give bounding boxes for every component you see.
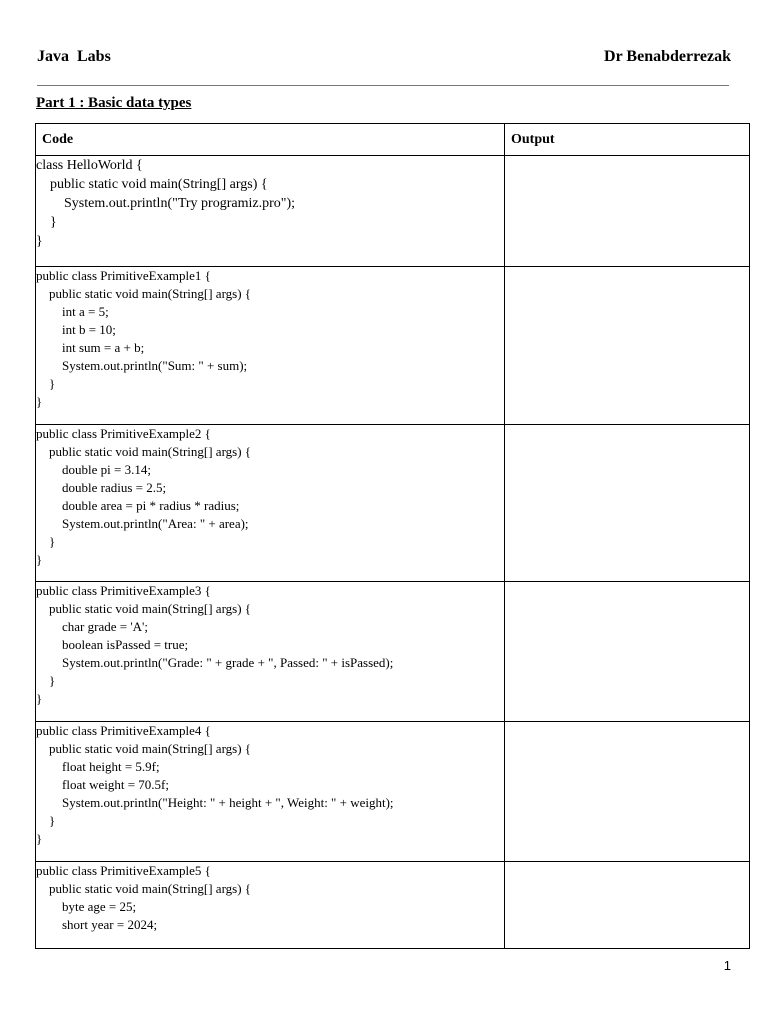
code-line: double pi = 3.14; <box>36 462 151 477</box>
code-line: public static void main(String[] args) { <box>36 601 252 616</box>
code-cell <box>36 425 505 582</box>
code-line: float height = 5.9f; <box>36 759 160 774</box>
table-header-row <box>36 124 750 156</box>
code-line: } <box>36 691 43 706</box>
table-row <box>36 862 750 949</box>
code-line: } <box>36 215 57 230</box>
table-row <box>36 156 750 267</box>
code-line: public class PrimitiveExample3 { <box>36 583 211 598</box>
code-cell <box>36 267 505 425</box>
header-course-title: Java Labs <box>37 48 111 65</box>
code-cell <box>36 722 505 862</box>
output-cell <box>505 582 750 722</box>
code-line: double radius = 2.5; <box>36 480 167 495</box>
code-line: } <box>36 534 56 549</box>
code-line: public static void main(String[] args) { <box>36 177 268 192</box>
code-line: public class PrimitiveExample1 { <box>36 268 211 283</box>
code-line: } <box>36 234 43 249</box>
code-line: } <box>36 831 43 846</box>
code-line: boolean isPassed = true; <box>36 637 189 652</box>
code-line: System.out.println("Area: " + area); <box>36 516 249 531</box>
code-line: public static void main(String[] args) { <box>36 881 252 896</box>
code-line: System.out.println("Grade: " + grade + ", Passed: " + isPassed); <box>36 655 394 670</box>
table-row <box>36 425 750 582</box>
code-line: int sum = a + b; <box>36 340 145 355</box>
table-row <box>36 582 750 722</box>
code-line: short year = 2024; <box>36 917 158 932</box>
labs-table <box>35 123 750 949</box>
output-cell <box>505 722 750 862</box>
code-line: byte age = 25; <box>36 899 137 914</box>
table-row <box>36 722 750 862</box>
code-column-header: Code <box>36 124 505 156</box>
table-row <box>36 267 750 425</box>
code-line: } <box>36 673 56 688</box>
output-cell <box>505 862 750 949</box>
code-line: } <box>36 394 43 409</box>
output-cell <box>505 156 750 267</box>
output-cell <box>505 425 750 582</box>
page-header <box>37 48 731 70</box>
code-line: class HelloWorld { <box>36 158 143 173</box>
code-line: double area = pi * radius * radius; <box>36 498 240 513</box>
code-line: public class PrimitiveExample2 { <box>36 426 211 441</box>
header-divider <box>37 85 729 86</box>
code-cell <box>36 582 505 722</box>
section-title: Part 1 : Basic data types <box>36 95 192 111</box>
header-author: Dr Benabderrezak <box>604 48 731 65</box>
output-column-header: Output <box>505 124 750 156</box>
code-line: public static void main(String[] args) { <box>36 741 252 756</box>
page-number: 1 <box>723 958 731 973</box>
code-line: System.out.println("Height: " + height + ", Weight: " + weight); <box>36 795 394 810</box>
code-line: int a = 5; <box>36 304 109 319</box>
code-cell <box>36 862 505 949</box>
code-line: public static void main(String[] args) { <box>36 286 252 301</box>
code-line: float weight = 70.5f; <box>36 777 169 792</box>
code-line: } <box>36 552 43 567</box>
code-line: } <box>36 376 56 391</box>
code-line: public class PrimitiveExample5 { <box>36 863 211 878</box>
code-line: public class PrimitiveExample4 { <box>36 723 211 738</box>
code-line: public static void main(String[] args) { <box>36 444 252 459</box>
code-line: char grade = 'A'; <box>36 619 149 634</box>
output-cell <box>505 267 750 425</box>
code-line: System.out.println("Sum: " + sum); <box>36 358 248 373</box>
code-line: } <box>36 813 56 828</box>
code-line: int b = 10; <box>36 322 116 337</box>
code-line: System.out.println("Try programiz.pro"); <box>36 196 296 211</box>
code-cell <box>36 156 505 267</box>
